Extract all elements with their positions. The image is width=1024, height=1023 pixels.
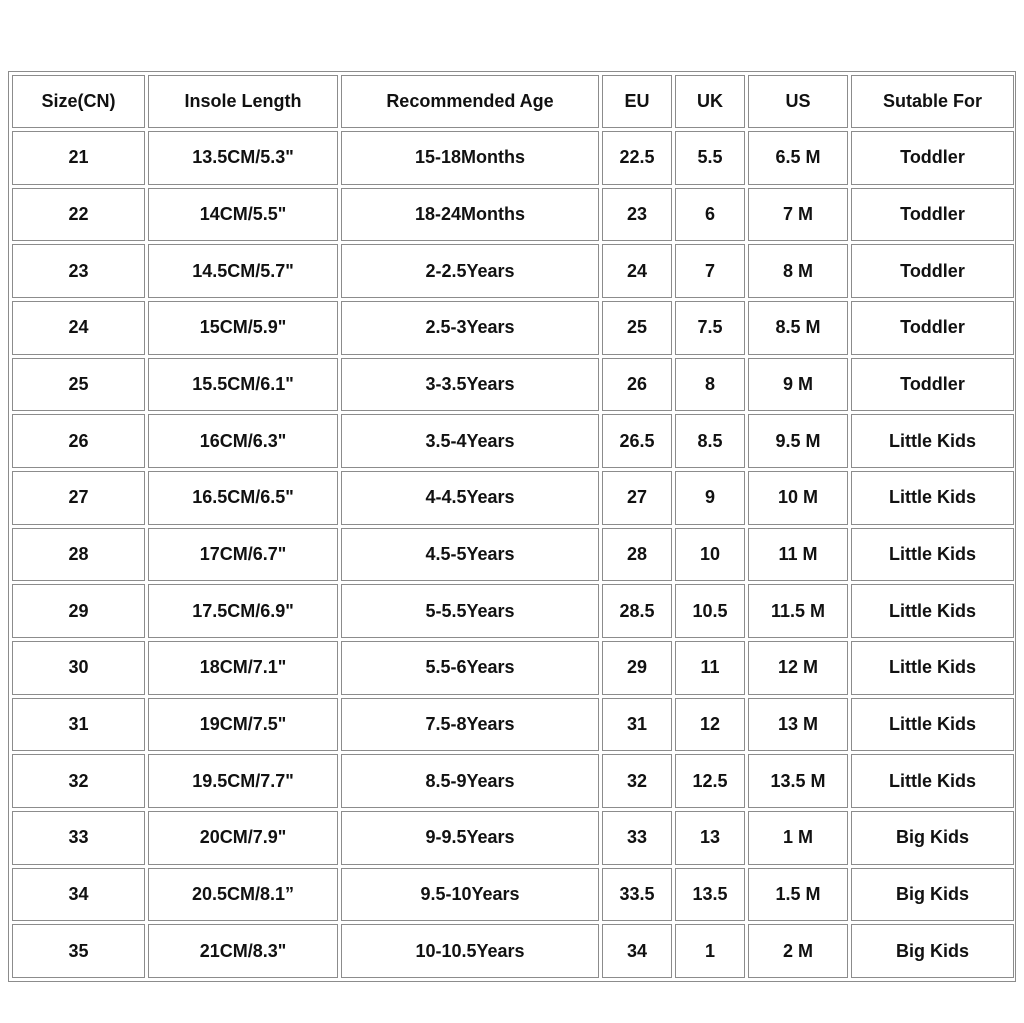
cell-suitable-for: Big Kids xyxy=(851,868,1014,922)
cell-recommended-age: 3-3.5Years xyxy=(341,358,599,412)
cell-insole-length: 18CM/7.1" xyxy=(148,641,338,695)
cell-eu: 25 xyxy=(602,301,672,355)
table-row xyxy=(12,414,1014,468)
cell-size-cn: 29 xyxy=(12,584,145,638)
cell-recommended-age: 5.5-6Years xyxy=(341,641,599,695)
cell-size-cn: 25 xyxy=(12,358,145,412)
cell-uk: 12.5 xyxy=(675,754,745,808)
cell-insole-length: 20CM/7.9" xyxy=(148,811,338,865)
cell-recommended-age: 9.5-10Years xyxy=(341,868,599,922)
cell-suitable-for: Little Kids xyxy=(851,584,1014,638)
cell-eu: 23 xyxy=(602,188,672,242)
cell-uk: 8.5 xyxy=(675,414,745,468)
cell-size-cn: 27 xyxy=(12,471,145,525)
cell-uk: 9 xyxy=(675,471,745,525)
table-row xyxy=(12,811,1014,865)
table-row xyxy=(12,924,1014,978)
cell-suitable-for: Little Kids xyxy=(851,754,1014,808)
cell-suitable-for: Big Kids xyxy=(851,811,1014,865)
cell-size-cn: 21 xyxy=(12,131,145,185)
cell-uk: 11 xyxy=(675,641,745,695)
cell-insole-length: 20.5CM/8.1” xyxy=(148,868,338,922)
cell-insole-length: 17.5CM/6.9" xyxy=(148,584,338,638)
cell-suitable-for: Toddler xyxy=(851,131,1014,185)
cell-uk: 10.5 xyxy=(675,584,745,638)
header-suitable-for: Sutable For xyxy=(851,75,1014,128)
cell-us: 1 M xyxy=(748,811,848,865)
cell-us: 7 M xyxy=(748,188,848,242)
cell-uk: 13.5 xyxy=(675,868,745,922)
table-row xyxy=(12,188,1014,242)
cell-insole-length: 21CM/8.3" xyxy=(148,924,338,978)
header-row xyxy=(12,75,1014,128)
table-row xyxy=(12,131,1014,185)
cell-eu: 26.5 xyxy=(602,414,672,468)
cell-uk: 1 xyxy=(675,924,745,978)
header-size-cn: Size(CN) xyxy=(12,75,145,128)
cell-recommended-age: 2.5-3Years xyxy=(341,301,599,355)
cell-recommended-age: 3.5-4Years xyxy=(341,414,599,468)
cell-eu: 28 xyxy=(602,528,672,582)
cell-insole-length: 19CM/7.5" xyxy=(148,698,338,752)
cell-insole-length: 15CM/5.9" xyxy=(148,301,338,355)
header-us: US xyxy=(748,75,848,128)
cell-us: 8 M xyxy=(748,244,848,298)
cell-insole-length: 14CM/5.5" xyxy=(148,188,338,242)
cell-size-cn: 34 xyxy=(12,868,145,922)
header-insole-length: Insole Length xyxy=(148,75,338,128)
cell-recommended-age: 7.5-8Years xyxy=(341,698,599,752)
cell-suitable-for: Toddler xyxy=(851,301,1014,355)
cell-eu: 31 xyxy=(602,698,672,752)
cell-uk: 12 xyxy=(675,698,745,752)
cell-us: 6.5 M xyxy=(748,131,848,185)
size-chart xyxy=(8,71,1016,982)
cell-suitable-for: Little Kids xyxy=(851,528,1014,582)
cell-recommended-age: 8.5-9Years xyxy=(341,754,599,808)
table-row xyxy=(12,868,1014,922)
cell-size-cn: 24 xyxy=(12,301,145,355)
cell-size-cn: 35 xyxy=(12,924,145,978)
cell-us: 8.5 M xyxy=(748,301,848,355)
cell-eu: 26 xyxy=(602,358,672,412)
table-row xyxy=(12,754,1014,808)
table-row xyxy=(12,641,1014,695)
cell-recommended-age: 15-18Months xyxy=(341,131,599,185)
cell-suitable-for: Little Kids xyxy=(851,698,1014,752)
cell-suitable-for: Little Kids xyxy=(851,641,1014,695)
cell-eu: 34 xyxy=(602,924,672,978)
cell-recommended-age: 2-2.5Years xyxy=(341,244,599,298)
cell-suitable-for: Toddler xyxy=(851,188,1014,242)
cell-suitable-for: Little Kids xyxy=(851,471,1014,525)
cell-size-cn: 26 xyxy=(12,414,145,468)
cell-insole-length: 16.5CM/6.5" xyxy=(148,471,338,525)
cell-uk: 7.5 xyxy=(675,301,745,355)
cell-eu: 27 xyxy=(602,471,672,525)
cell-eu: 33 xyxy=(602,811,672,865)
cell-uk: 13 xyxy=(675,811,745,865)
cell-insole-length: 17CM/6.7" xyxy=(148,528,338,582)
cell-size-cn: 23 xyxy=(12,244,145,298)
cell-insole-length: 19.5CM/7.7" xyxy=(148,754,338,808)
cell-size-cn: 22 xyxy=(12,188,145,242)
cell-us: 13.5 M xyxy=(748,754,848,808)
table-row xyxy=(12,301,1014,355)
cell-us: 11 M xyxy=(748,528,848,582)
cell-insole-length: 16CM/6.3" xyxy=(148,414,338,468)
cell-recommended-age: 4-4.5Years xyxy=(341,471,599,525)
table-row xyxy=(12,698,1014,752)
cell-us: 10 M xyxy=(748,471,848,525)
cell-eu: 22.5 xyxy=(602,131,672,185)
cell-us: 9 M xyxy=(748,358,848,412)
cell-recommended-age: 9-9.5Years xyxy=(341,811,599,865)
header-uk: UK xyxy=(675,75,745,128)
cell-uk: 7 xyxy=(675,244,745,298)
cell-us: 9.5 M xyxy=(748,414,848,468)
cell-size-cn: 30 xyxy=(12,641,145,695)
cell-us: 12 M xyxy=(748,641,848,695)
table-body xyxy=(12,131,1014,978)
cell-insole-length: 14.5CM/5.7" xyxy=(148,244,338,298)
cell-eu: 33.5 xyxy=(602,868,672,922)
cell-eu: 28.5 xyxy=(602,584,672,638)
cell-suitable-for: Toddler xyxy=(851,244,1014,298)
cell-eu: 24 xyxy=(602,244,672,298)
cell-uk: 8 xyxy=(675,358,745,412)
cell-us: 11.5 M xyxy=(748,584,848,638)
cell-eu: 32 xyxy=(602,754,672,808)
table-row xyxy=(12,528,1014,582)
header-eu: EU xyxy=(602,75,672,128)
cell-size-cn: 28 xyxy=(12,528,145,582)
cell-suitable-for: Toddler xyxy=(851,358,1014,412)
cell-suitable-for: Little Kids xyxy=(851,414,1014,468)
cell-us: 2 M xyxy=(748,924,848,978)
table-row xyxy=(12,471,1014,525)
cell-suitable-for: Big Kids xyxy=(851,924,1014,978)
cell-recommended-age: 5-5.5Years xyxy=(341,584,599,638)
cell-recommended-age: 4.5-5Years xyxy=(341,528,599,582)
cell-uk: 10 xyxy=(675,528,745,582)
cell-eu: 29 xyxy=(602,641,672,695)
cell-insole-length: 13.5CM/5.3" xyxy=(148,131,338,185)
cell-size-cn: 33 xyxy=(12,811,145,865)
cell-uk: 6 xyxy=(675,188,745,242)
cell-size-cn: 32 xyxy=(12,754,145,808)
cell-size-cn: 31 xyxy=(12,698,145,752)
table-row xyxy=(12,358,1014,412)
cell-insole-length: 15.5CM/6.1" xyxy=(148,358,338,412)
cell-us: 13 M xyxy=(748,698,848,752)
cell-recommended-age: 18-24Months xyxy=(341,188,599,242)
header-recommended-age: Recommended Age xyxy=(341,75,599,128)
table-row xyxy=(12,244,1014,298)
size-chart-table xyxy=(9,72,1017,981)
table-row xyxy=(12,584,1014,638)
cell-uk: 5.5 xyxy=(675,131,745,185)
cell-recommended-age: 10-10.5Years xyxy=(341,924,599,978)
cell-us: 1.5 M xyxy=(748,868,848,922)
